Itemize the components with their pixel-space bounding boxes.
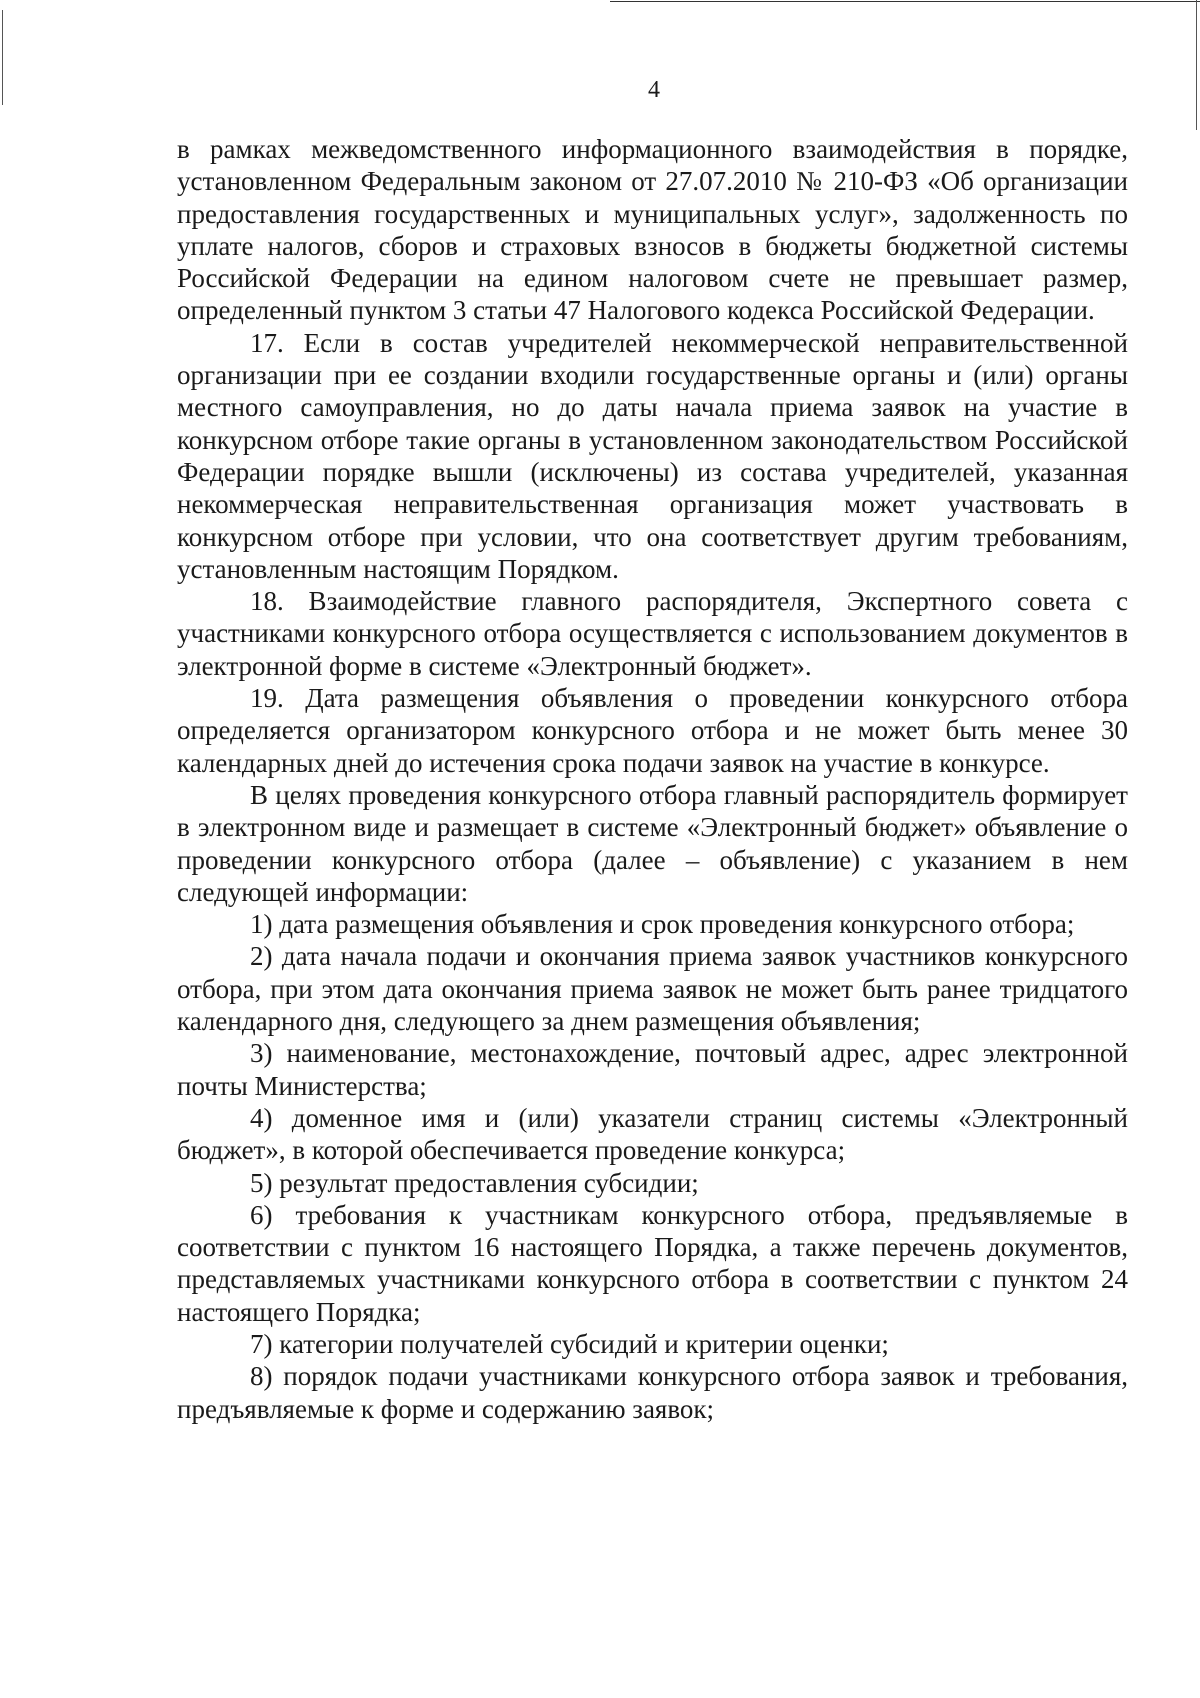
- paragraph-announcement-intro: В целях проведения конкурсного отбора главный распорядитель формирует в электронном виде и размещает в системе «Электронный бюджет» объявление о проведении конкурсного отбора (далее – объявление) с указанием в нем следующей информации:: [177, 779, 1128, 907]
- scan-edge-top: [610, 1, 1200, 2]
- paragraph-19: 19. Дата размещения объявления о проведении конкурсного отбора определяется организатором конкурсного отбора и не может быть менее 30 календарных дней до истечения срока подачи заявок на участие в конкурсе.: [177, 683, 1128, 778]
- page-number: 4: [648, 77, 660, 103]
- paragraph-continuation: в рамках межведомственного информационного взаимодействия в порядке, установленном Федеральным законом от 27.07.2010 № 210-ФЗ «Об организации предоставления государственных и муниципальных услуг», задолженность по уплате налогов, сборов и страховых взносов в бюджеты бюджетной системы Российской Федерации на едином налоговом счете не превышает размер, определенный пунктом 3 статьи 47 Налогового кодекса Российской Федерации.: [177, 134, 1128, 326]
- list-item-8: 8) порядок подачи участниками конкурсного отбора заявок и требования, предъявляемые к форме и содержанию заявок;: [177, 1361, 1128, 1424]
- scan-edge-right: [1196, 0, 1197, 130]
- paragraph-17: 17. Если в состав учредителей некоммерческой неправительственной организации при ее создании входили государственные органы и (или) органы местного самоуправления, но до даты начала приема заявок на участие в конкурсном отборе такие органы в установленном законодательством Российской Федерации порядке вышли (исключены) из состава учредителей, указанная некоммерческая неправительственная организация может участвовать в конкурсном отборе при условии, что она соответствует другим требованиям, установленным настоящим Порядком.: [177, 327, 1128, 584]
- list-item-2: 2) дата начала подачи и окончания приема заявок участников конкурсного отбора, при этом дата окончания приема заявок не может быть ранее тридцатого календарного дня, следующего за днем размещения объявления;: [177, 941, 1128, 1037]
- list-item-5: 5) результат предоставления субсидии;: [250, 1167, 699, 1198]
- list-item-7: 7) категории получателей субсидий и критерии оценки;: [250, 1328, 889, 1359]
- list-item-3: 3) наименование, местонахождение, почтовый адрес, адрес электронной почты Министерства;: [177, 1038, 1128, 1101]
- list-item-1: 1) дата размещения объявления и срок проведения конкурсного отбора;: [250, 909, 1075, 940]
- list-item-4: 4) доменное имя и (или) указатели страниц системы «Электронный бюджет», в которой обеспечивается проведение конкурса;: [177, 1102, 1128, 1166]
- paragraph-18: 18. Взаимодействие главного распорядителя, Экспертного совета с участниками конкурсного отбора осуществляется с использованием документов в электронной форме в системе «Электронный бюджет».: [177, 586, 1128, 681]
- document-body: [177, 133, 1128, 1425]
- list-item-6: 6) требования к участникам конкурсного отбора, предъявляемые в соответствии с пунктом 16 настоящего Порядка, а также перечень документов, представляемых участниками конкурсного отбора в соответствии с пунктом 24 настоящего Порядка;: [177, 1199, 1128, 1327]
